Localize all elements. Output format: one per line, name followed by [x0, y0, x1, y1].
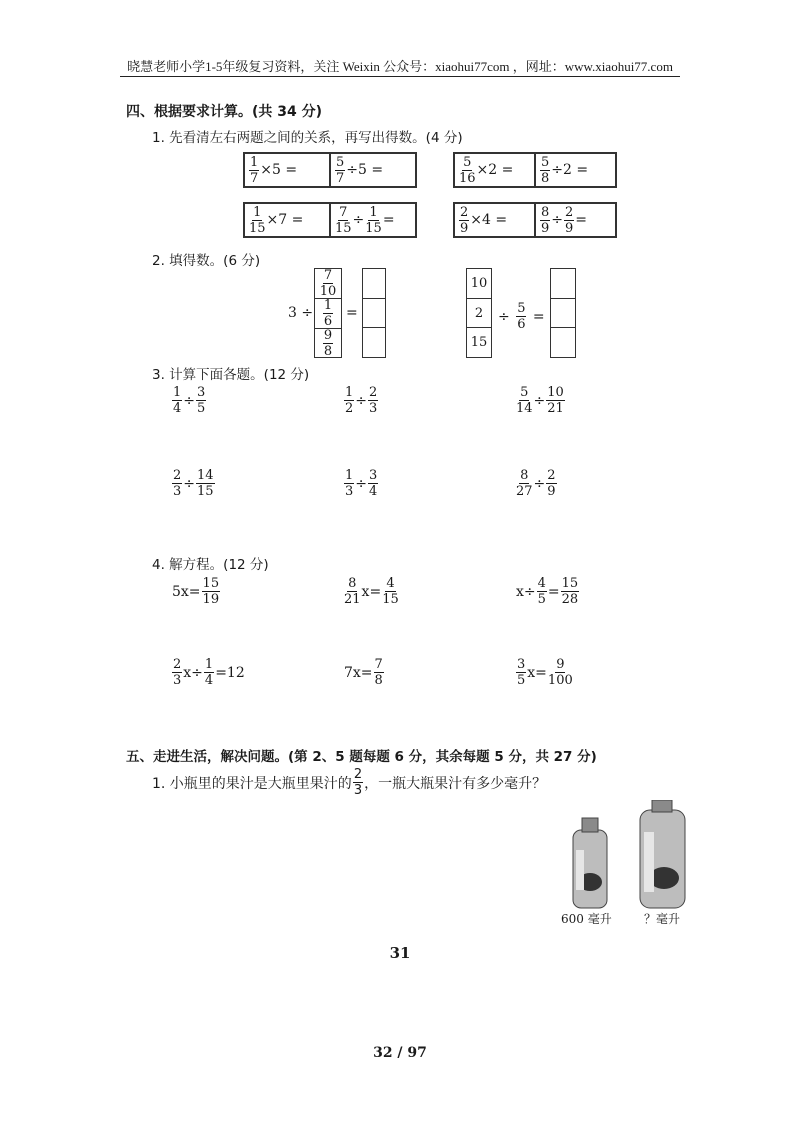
q3-item-6: $\frac{8}{27}$ ÷ $\frac{2}{9}$ — [516, 468, 556, 499]
q2-left-stack: $\frac{7}{10}$ $\frac{1}{6}$ $\frac{9}{8}$ — [314, 268, 342, 358]
juice-bottles-illustration — [560, 800, 700, 915]
page-number: 31 — [389, 944, 411, 962]
equation-3: x÷ $\frac{4}{5}$ = $\frac{15}{28}$ — [516, 576, 579, 607]
book-3 — [243, 202, 417, 238]
book-2-right: $\frac{5}{8}$ ÷2 = — [534, 154, 615, 186]
q3-item-3: $\frac{5}{14}$ ÷ $\frac{10}{21}$ — [516, 385, 564, 416]
header-rule — [120, 76, 680, 77]
equation-6: $\frac{3}{5}$ x= $\frac{9}{100}$ — [517, 657, 573, 688]
book-1 — [243, 152, 417, 188]
q2-right-answer-boxes[interactable] — [550, 268, 576, 358]
q3-item-4: $\frac{2}{3}$ ÷ $\frac{14}{15}$ — [173, 468, 214, 499]
q3-title: 3. 计算下面各题。(12 分) — [152, 367, 310, 383]
section-5-title: 五、走进生活，解决问题。(第 2、5 题每题 6 分，其余每题 5 分，共 27 分) — [126, 749, 597, 765]
q2-title: 2. 填得数。(6 分) — [152, 253, 261, 269]
q2-right-stack: 10 2 15 — [466, 268, 492, 358]
book-4-left: $\frac{2}{9}$ ×4 = — [460, 204, 508, 236]
s5-q1-text: 1. 小瓶里的果汁是大瓶里果汁的 $\frac{2}{3}$ ，一瓶大瓶果汁有多少毫升？ — [152, 767, 547, 798]
q2-left-answer-boxes[interactable] — [362, 268, 386, 358]
book-4-right: $\frac{8}{9}$ ÷ $\frac{2}{9}$ = — [534, 204, 615, 236]
equation-4: $\frac{2}{3}$ x÷ $\frac{1}{4}$ =12 — [173, 657, 245, 688]
book-2 — [453, 152, 617, 188]
book-1-right: $\frac{5}{7}$ ÷5 = — [329, 154, 415, 186]
q2-right-expr: ÷ $\frac{5}{6}$ = — [498, 301, 545, 332]
book-3-right: $\frac{7}{15}$ ÷ $\frac{1}{15}$ = — [329, 204, 415, 236]
small-bottle-icon — [573, 818, 607, 908]
q3-item-5: $\frac{1}{3}$ ÷ $\frac{3}{4}$ — [345, 468, 378, 499]
book-3-left: $\frac{1}{15}$ ×7 = — [249, 204, 304, 236]
q3-item-2: $\frac{1}{2}$ ÷ $\frac{2}{3}$ — [345, 385, 378, 416]
q1-title: 1. 先看清左右两题之间的关系，再写出得数。(4 分) — [152, 130, 463, 146]
q2-left-eq: = — [346, 305, 358, 321]
small-bottle-label: 600 毫升 — [561, 912, 612, 926]
page-header: 晓慧老师小学1-5年级复习资料，关注 Weixin 公众号：xiaohui77com ，网址：www.xiaohui77.com — [127, 59, 673, 74]
pager: 32 / 97 — [373, 1045, 427, 1061]
big-bottle-icon — [640, 800, 685, 908]
book-1-left: $\frac{1}{7}$ ×5 = — [250, 154, 298, 186]
equation-2: $\frac{8}{21}$ x= $\frac{4}{15}$ — [344, 576, 399, 607]
q2-left-prefix: 3 ÷ — [288, 305, 314, 321]
big-bottle-label: ？毫升 — [644, 912, 681, 926]
book-4 — [453, 202, 617, 238]
book-2-left: $\frac{5}{16}$ ×2 = — [459, 154, 514, 186]
q4-title: 4. 解方程。(12 分) — [152, 557, 269, 573]
equation-5: 7x= $\frac{7}{8}$ — [344, 657, 383, 688]
equation-1: 5x= $\frac{15}{19}$ — [172, 576, 220, 607]
q3-item-1: $\frac{1}{4}$ ÷ $\frac{3}{5}$ — [173, 385, 206, 416]
section-4-title: 四、根据要求计算。(共 34 分) — [126, 104, 323, 120]
